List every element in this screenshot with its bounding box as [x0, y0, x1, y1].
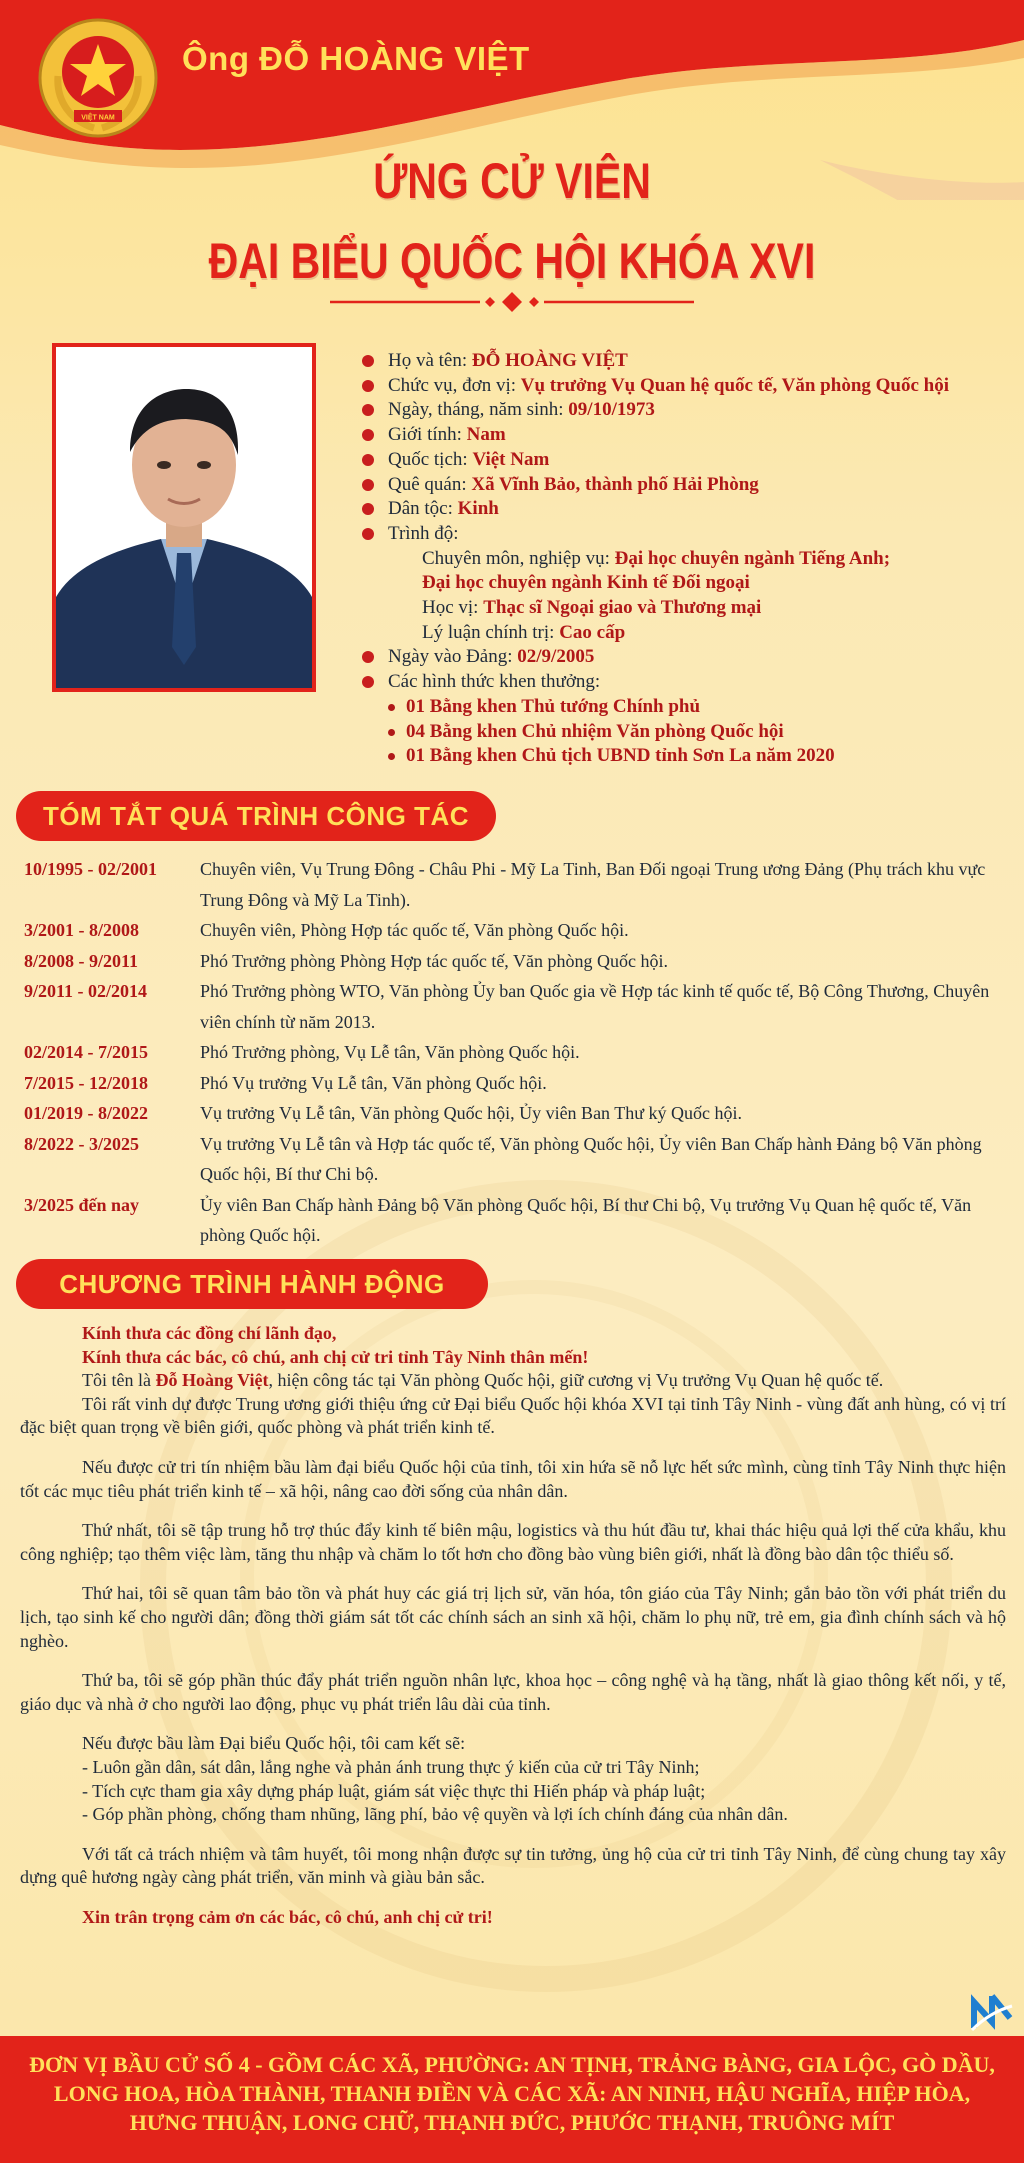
commitment-item: - Luôn gần dân, sát dân, lắng nghe và phản ánh trung thực ý kiến của cử tri Tây Ninh;: [82, 1756, 700, 1777]
candidate-photo: [52, 343, 316, 692]
education-politics: Lý luận chính trị: Cao cấp: [422, 621, 626, 643]
career-row: 8/2022 - 3/2025 Vụ trưởng Vụ Lễ tân và Hợp tác quốc tế, Văn phòng Quốc hội, Ủy viên Ban Chấp hành Đảng bộ Văn phòng Quốc hội, Bí thư Chi bộ.: [24, 1133, 982, 1184]
second-goal-paragraph: Thứ hai, tôi sẽ quan tâm bảo tồn và phát huy các giá trị lịch sử, văn hóa, tôn giáo của Tây Ninh; gắn bảo tồn với phát triển du lịch, tạo sinh kế cho người dân; đồng thời giám sát tốt các chính sách an sinh xã hội, chăm lo phụ nữ, trẻ em, gia đình chính sách và hộ nghèo.: [20, 1583, 1006, 1651]
footer-constituency: [0, 2036, 1024, 2163]
career-row: 02/2014 - 7/2015 Phó Trưởng phòng, Vụ Lễ tân, Văn phòng Quốc hội.: [24, 1042, 580, 1062]
promise-paragraph: Nếu được cử tri tín nhiệm bầu làm đại biểu Quốc hội của tỉnh, tôi xin hứa sẽ nỗ lực hết sức mình, cùng tỉnh Tây Ninh thực hiện tốt các mục tiêu phát triển kinh tế – xã hội, nâng cao đời sống của nhân dân.: [20, 1456, 1006, 1501]
career-row: 3/2025 đến nay Ủy viên Ban Chấp hành Đảng bộ Văn phòng Quốc hội, Bí thư Chi bộ, Vụ trưởng Vụ Quan hệ quốc tế, Văn phòng Quốc hội.: [24, 1194, 972, 1245]
profile-row-gender: Giới tính: Nam: [360, 423, 1010, 448]
career-table: [24, 854, 1014, 1251]
thanks-line: Xin trân trọng cảm ơn các bác, cô chú, anh chị cử tri!: [82, 1906, 493, 1927]
profile-row-nationality: Quốc tịch: Việt Nam: [360, 448, 1010, 473]
profile-row-ethnicity: Dân tộc: Kinh: [360, 497, 1010, 522]
closing-paragraph: Với tất cả trách nhiệm và tâm huyết, tôi mong nhận được sự tin tưởng, ủng hộ của cử tri tỉnh Tây Ninh, để cùng chung tay xây dựng quê hương ngày càng phát triển, văn minh và giàu bản sắc.: [20, 1843, 1006, 1888]
career-row: 3/2001 - 8/2008 Chuyên viên, Phòng Hợp tác quốc tế, Văn phòng Quốc hội.: [24, 920, 629, 940]
career-row: 01/2019 - 8/2022 Vụ trưởng Vụ Lễ tân, Văn phòng Quốc hội, Ủy viên Ban Thư ký Quốc hội.: [24, 1103, 742, 1123]
education-major-2: Đại học chuyên ngành Kinh tế Đối ngoại: [422, 572, 750, 594]
footer-line: ĐƠN VỊ BẦU CỬ SỐ 4 - GỒM CÁC XÃ, PHƯỜNG: AN TỊNH, TRẢNG BÀNG, GIA LỘC, GÒ DẦU,: [29, 2052, 995, 2077]
award-item: 01 Bằng khen Thủ tướng Chính phủ: [360, 695, 1010, 720]
profile-row-name: Họ và tên: ĐỖ HOÀNG VIỆT: [360, 349, 1010, 374]
header-person-name: Ông ĐỖ HOÀNG VIỆT: [182, 40, 530, 77]
profile-row-party: Ngày vào Đảng: 02/9/2005: [360, 645, 1010, 670]
title-assembly: ĐẠI BIỂU QUỐC HỘI KHÓA XVI: [208, 233, 816, 289]
publisher-logo-icon: [970, 1988, 1014, 2032]
career-row: 9/2011 - 02/2014 Phó Trưởng phòng WTO, Văn phòng Ủy ban Quốc gia về Hợp tác kinh tế quốc tế, Bộ Công Thương, Chuyên viên chính từ năm 2013.: [24, 981, 990, 1032]
title-divider: [330, 290, 694, 314]
career-row: 10/1995 - 02/2001 Chuyên viên, Vụ Trung Đông - Châu Phi - Mỹ La Tinh, Ban Đối ngoại Trung ương Đảng (Phụ trách khu vực Trung Đông và Mỹ La Tinh).: [24, 859, 986, 910]
third-goal-paragraph: Thứ ba, tôi sẽ góp phần thúc đẩy phát triển nguồn nhân lực, khoa học – công nghệ và hạ tầng, nhất là giao thông kết nối, y tế, giáo dục và nhà ở cho người lao động, phục vụ phát triển lâu dài của tỉnh.: [20, 1670, 1006, 1714]
national-emblem: [36, 16, 160, 140]
intro-paragraph: Tôi tên là Đỗ Hoàng Việt, hiện công tác tại Văn phòng Quốc hội, giữ cương vị Vụ trưởng Vụ Quan hệ quốc tế.: [82, 1370, 884, 1391]
profile-row-birthdate: Ngày, tháng, năm sinh: 09/10/1973: [360, 398, 1010, 423]
profile-row-hometown: Quê quán: Xã Vĩnh Bảo, thành phố Hải Phòng: [360, 473, 1010, 498]
greeting-voters: Kính thưa các bác, cô chú, anh chị cử tri tỉnh Tây Ninh thân mến!: [82, 1346, 589, 1367]
greeting-leaders: Kính thưa các đồng chí lãnh đạo,: [82, 1323, 337, 1343]
title-candidate: ỨNG CỬ VIÊN: [373, 153, 651, 209]
career-row: 7/2015 - 12/2018 Phó Vụ trưởng Vụ Lễ tân, Văn phòng Quốc hội.: [24, 1072, 547, 1093]
honor-paragraph: Tôi rất vinh dự được Trung ương giới thiệu ứng cử Đại biểu Quốc hội khóa XVI tại tỉnh Tây Ninh - vùng đất anh hùng, có vị trí đặc biệt quan trọng về biên giới, quốc phòng và phát triển kinh tế.: [20, 1393, 1006, 1438]
section-heading-action: CHƯƠNG TRÌNH HÀNH ĐỘNG: [16, 1259, 488, 1309]
commitment-item: - Tích cực tham gia xây dựng pháp luật, giám sát việc thực thi Hiến pháp và pháp luật;: [82, 1780, 706, 1801]
first-goal-paragraph: Thứ nhất, tôi sẽ tập trung hỗ trợ thúc đẩy kinh tế biên mậu, logistics và thu hút đầu tư, khai thác hiệu quả lợi thế cửa khẩu, khu công nghiệp; tạo thêm việc làm, tăng thu nhập và chăm lo tốt hơn cho đồng bào vùng biên giới, nhất là đồng bào dân tộc thiểu số.: [20, 1520, 1006, 1564]
education-major: Chuyên môn, nghiệp vụ: Đại học chuyên ngành Tiếng Anh;: [422, 547, 891, 569]
footer-line: LONG HOA, HÒA THÀNH, THANH ĐIỀN VÀ CÁC XÃ: AN NINH, HẬU NGHĨA, HIỆP HÒA,: [53, 2081, 971, 2106]
education-degree: Học vị: Thạc sĩ Ngoại giao và Thương mại: [422, 597, 762, 619]
footer-line: HƯNG THUẬN, LONG CHỮ, THẠNH ĐỨC, PHƯỚC THẠNH, TRUÔNG MÍT: [129, 2110, 895, 2135]
career-row: 8/2008 - 9/2011 Phó Trưởng phòng Phòng Hợp tác quốc tế, Văn phòng Quốc hội.: [24, 950, 668, 971]
commitment-item: - Góp phần phòng, chống tham nhũng, lãng phí, bảo vệ quyền và lợi ích chính đáng của nhân dân.: [82, 1804, 788, 1825]
commitment-intro: Nếu được bầu làm Đại biểu Quốc hội, tôi cam kết sẽ:: [82, 1733, 466, 1754]
section-heading-career: TÓM TẮT QUÁ TRÌNH CÔNG TÁC: [16, 791, 496, 841]
profile-row-position: Chức vụ, đơn vị: Vụ trưởng Vụ Quan hệ quốc tế, Văn phòng Quốc hội: [360, 374, 1010, 399]
award-item: 01 Bằng khen Chủ tịch UBND tỉnh Sơn La năm 2020: [360, 744, 1010, 769]
profile-info: [360, 349, 1010, 769]
action-program: [20, 1322, 1006, 1929]
award-item: 04 Bằng khen Chủ nhiệm Văn phòng Quốc hội: [360, 720, 1010, 745]
profile-row-awards: Các hình thức khen thưởng:: [360, 670, 1010, 695]
profile-row-education: Trình độ:: [360, 522, 1010, 547]
svg-text:VIỆT NAM: VIỆT NAM: [81, 114, 115, 122]
